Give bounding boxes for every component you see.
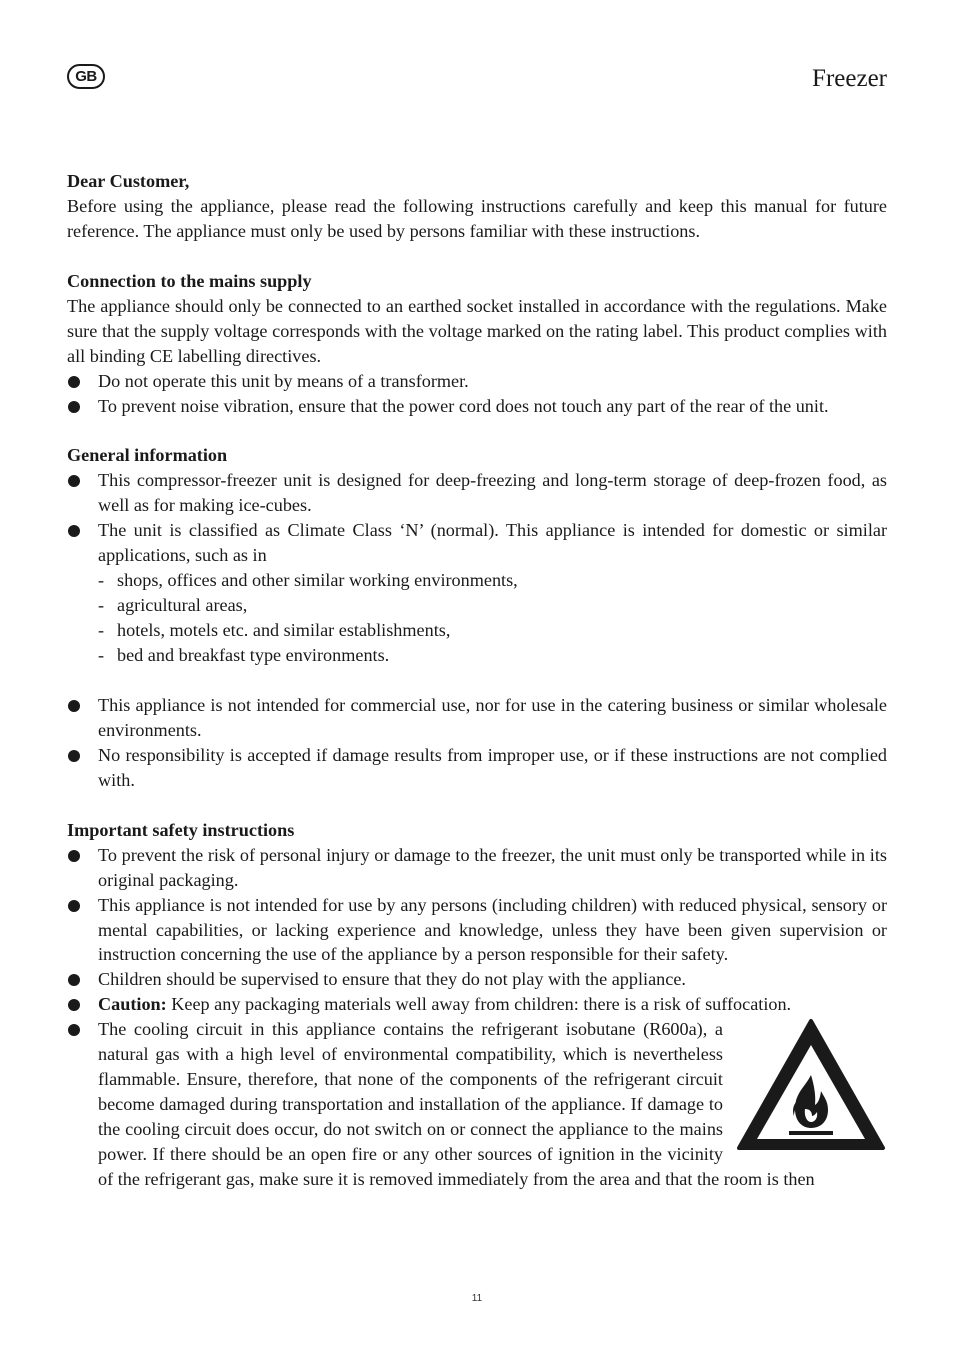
list-item [67, 1017, 887, 1192]
intro-paragraph: Before using the appliance, please read the following instructions carefully and keep this manual for future reference. The appliance must only be used by persons familiar with these instructions. [67, 195, 887, 241]
list-item [67, 369, 887, 394]
bullet-icon [68, 850, 80, 862]
bullet-icon [68, 750, 80, 762]
list-item-text: This appliance is not intended for commercial use, nor for use in the catering business or similar wholesale environments. [98, 694, 887, 740]
bullet-icon [68, 525, 80, 537]
list-item-text: No responsibility is accepted if damage results from improper use, or if these instructions are not complied with. [98, 744, 887, 790]
dash-item [98, 618, 887, 643]
bullet-icon [68, 900, 80, 912]
intro-heading: Dear Customer, [67, 171, 190, 191]
dash-icon: - [98, 595, 105, 616]
list-item [67, 468, 887, 518]
dash-item-text: agricultural areas, [117, 595, 248, 616]
list-item [67, 992, 887, 1017]
list-item [67, 693, 887, 743]
dash-list [98, 568, 887, 668]
list-item-text: To prevent the risk of personal injury or damage to the freezer, the unit must only be transported while in its original packaging. [98, 844, 887, 890]
mains-bullet-list [67, 369, 887, 419]
safety-heading: Important safety instructions [67, 819, 295, 840]
language-badge: GB [67, 64, 105, 89]
safety-bullet-list [67, 843, 887, 1192]
spacer [67, 419, 887, 444]
caution-text: Keep any packaging materials well away from children: there is a risk of suffocation. [166, 994, 792, 1015]
bullet-icon [68, 401, 80, 413]
refrigerant-warning-text: The cooling circuit in this appliance contains the refrigerant isobutane (R600a), a natural gas with a high level of environmental compatibility, which is nevertheless flammable. Ensure, therefore, that none of the components of the refrigerant circuit become damaged during transportation and installation of the appliance. If damage to the cooling circuit does occur, do not switch on or connect the appliance to the mains power. If there should be an open fire or any other sources of ignition in the vicinity of the refrigerant gas, make sure it is removed immediately from the area and that the room is then [98, 1019, 815, 1190]
bullet-icon [68, 974, 80, 986]
list-item-text: To prevent noise vibration, ensure that the power cord does not touch any part of the rear of the unit. [98, 395, 829, 416]
dash-icon: - [98, 620, 105, 641]
page-number: 11 [471, 1293, 483, 1304]
list-item [67, 743, 887, 793]
dash-item-text: hotels, motels etc. and similar establishments, [117, 620, 451, 641]
dash-icon: - [98, 645, 105, 666]
mains-paragraph: The appliance should only be connected to an earthed socket installed in accordance with the regulations. Make sure that the supply voltage corresponds with the voltage marked on the rating label. This product complies with all binding CE labelling directives. [67, 295, 887, 366]
general-heading: General information [67, 445, 228, 466]
spacer [67, 668, 887, 693]
list-item-text: Do not operate this unit by means of a transformer. [98, 370, 469, 391]
list-item [67, 518, 887, 668]
list-item [67, 967, 887, 992]
list-item-text: This appliance is not intended for use by any persons (including children) with reduced physical, sensory or mental capabilities, or lacking experience and knowledge, unless they have been given supervision or instruction concerning the use of the appliance by a person responsible for their safety. [98, 894, 887, 965]
flammable-warning-icon [735, 1017, 887, 1152]
page-content [67, 169, 887, 1192]
list-item [67, 893, 887, 968]
mains-heading: Connection to the mains supply [67, 270, 312, 291]
list-item [67, 394, 887, 419]
dash-item-text: bed and breakfast type environments. [117, 645, 390, 666]
list-item-text: This compressor-freezer unit is designed for deep-freezing and long-term storage of deep-frozen food, as well as for making ice-cubes. [98, 470, 887, 516]
spacer [67, 793, 887, 818]
general-bullet-list [67, 468, 887, 668]
general-bullet-list-2 [67, 693, 887, 793]
caution-label: Caution: [98, 994, 167, 1015]
bullet-icon [68, 999, 80, 1011]
bullet-icon [68, 376, 80, 388]
spacer [67, 244, 887, 269]
page-title: Freezer [812, 65, 887, 92]
bullet-icon [68, 475, 80, 487]
list-item-text: The unit is classified as Climate Class ‘N’ (normal). This appliance is intended for domestic or similar applications, such as in [98, 520, 887, 566]
dash-icon: - [98, 570, 105, 591]
dash-item-text: shops, offices and other similar working environments, [117, 570, 518, 591]
list-item-text: Children should be supervised to ensure that they do not play with the appliance. [98, 969, 686, 990]
dash-item [98, 643, 887, 668]
bullet-icon [68, 700, 80, 712]
dash-item [98, 593, 887, 618]
dash-item [98, 568, 887, 593]
list-item [67, 843, 887, 893]
bullet-icon [68, 1024, 80, 1036]
